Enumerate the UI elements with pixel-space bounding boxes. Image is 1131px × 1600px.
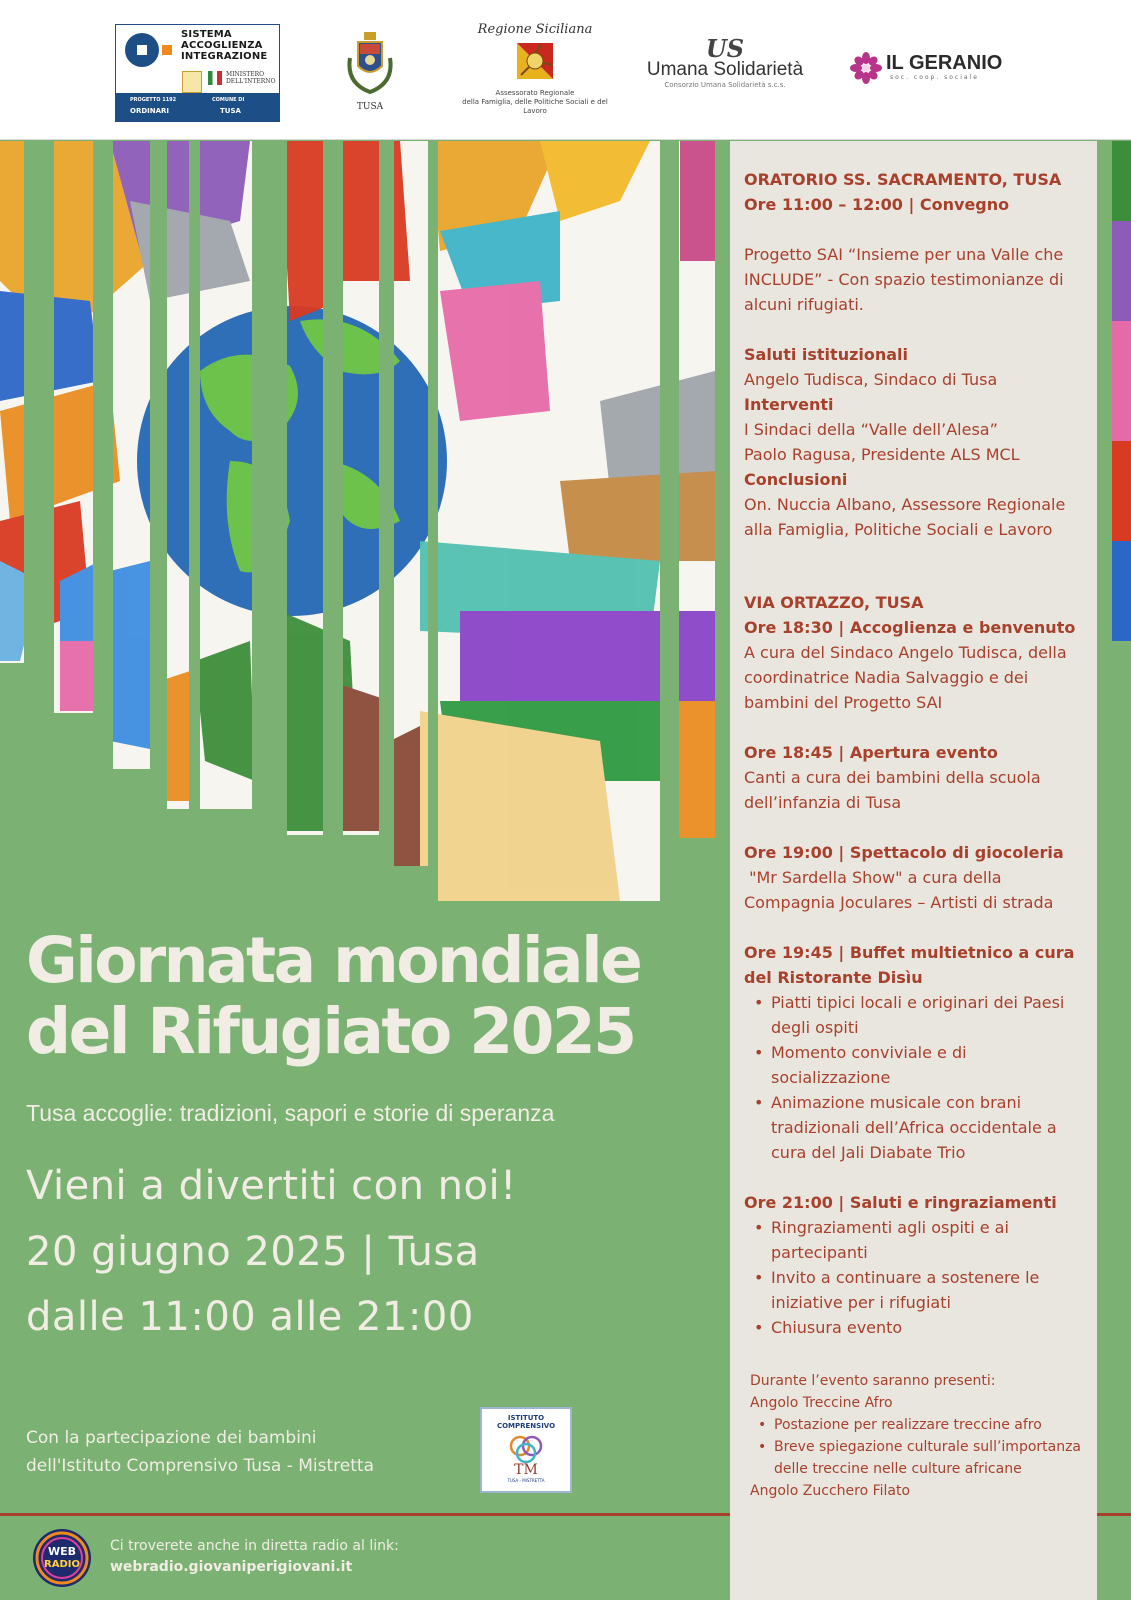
regione-siciliana-logo: Regione Siciliana Assessorato Regionale della Famiglia, delle Politiche Sociali e del Lavoro	[462, 22, 608, 115]
istituto-comprensivo-logo: ISTITUTO COMPRENSIVO TM TUSA - MISTRETTA	[480, 1407, 572, 1493]
artwork-edge-image	[1112, 141, 1131, 641]
evening-juggling: Ore 19:00 | Spettacolo di giocoleria "Mr Sardella Show" a cura della Compagnia Joculares – Artisti di strada	[744, 843, 1064, 912]
morning-time: Ore 11:00 – 12:00 | Convegno	[744, 195, 1010, 214]
sai-square-icon	[162, 45, 172, 55]
radio-link[interactable]: webradio.giovaniperigiovani.it	[110, 1559, 353, 1575]
list-item: • Breve spiegazione culturale sull’importanza delle treccine nelle culture africane	[750, 1436, 1083, 1480]
tusa-coat-of-arms: TUSA	[340, 28, 400, 120]
participation-note: Con la partecipazione dei bambini dell'Istituto Comprensivo Tusa - Mistretta	[26, 1428, 374, 1476]
treccine-list	[750, 1414, 1083, 1480]
morning-location: ORATORIO SS. SACRAMENTO, TUSA	[744, 170, 1062, 189]
geranium-flower-icon	[850, 52, 882, 84]
sai-logo-bar: PROGETTO 1192 ORDINARI COMUNE DI TUSA	[116, 93, 279, 121]
buffet-list	[744, 990, 1083, 1165]
radio-info: Ci troverete anche in diretta radio al link: webradio.giovaniperigiovani.it	[110, 1538, 399, 1575]
sai-logo	[115, 24, 280, 122]
list-item: • Postazione per realizzare treccine afro	[750, 1414, 1083, 1436]
list-item: • Ringraziamenti agli ospiti e ai partecipanti	[744, 1215, 1083, 1265]
trinacria-icon	[515, 41, 555, 87]
closing-list	[744, 1215, 1083, 1340]
list-item: • Chiusura evento	[744, 1315, 1083, 1340]
list-item: • Invito a continuare a sostenere le iniziative per i rifugiati	[744, 1265, 1083, 1315]
rings-icon	[506, 1432, 546, 1464]
radio-logo-text-web: WEB	[47, 1545, 77, 1558]
italian-flag-icon	[208, 71, 222, 85]
event-date-place: 20 giugno 2025 | Tusa	[26, 1229, 480, 1275]
web-radio-logo	[32, 1528, 92, 1588]
radio-logo-text-radio: RADIO	[44, 1559, 80, 1570]
artwork-edge-strip	[1112, 141, 1131, 641]
event-title: Giornata mondiale del Rifugiato 2025	[26, 924, 641, 1068]
morning-session	[744, 167, 1083, 217]
evening-opening: Ore 18:45 | Apertura evento Canti a cura dei bambini della scuola dell’infanzia di Tusa	[744, 743, 1041, 812]
list-item: • Animazione musicale con brani tradizionali dell’Africa occidentale a cura del Jali Diabate Trio	[744, 1090, 1083, 1165]
emblem-icon	[182, 71, 202, 93]
ministero-text: MINISTERO DELL'INTERNO	[226, 71, 276, 85]
evening-buffet: Ore 19:45 | Buffet multietnico a cura del Ristorante Disìu • Piatti tipici locali e originari dei Paesi degli ospiti • Momento conviviale e di socializzazione • Animazione musicale con brani tradizionali dell’Africa occidentale a cura del Jali Diabate Trio	[744, 940, 1083, 1165]
evening-location: VIA ORTAZZO, TUSA	[744, 593, 924, 612]
event-hours: dalle 11:00 alle 21:00	[26, 1294, 474, 1340]
hands-and-globe-artwork	[0, 141, 715, 901]
morning-speakers: Saluti istituzionali Angelo Tudisca, Sindaco di Tusa Interventi I Sindaci della “Valle dell’Alesa” Paolo Ragusa, Presidente ALS MCL Conclusioni On. Nuccia Albano, Assessore Regionale alla Famiglia, Politiche Sociali e Lavoro	[744, 345, 1066, 539]
event-subtitle: Tusa accoglie: tradizioni, sapori e storie di speranza	[26, 1100, 555, 1126]
presence-section: Durante l’evento saranno presenti: Angolo Treccine Afro • Postazione per realizzare treccine afro • Breve spiegazione culturale sull’importanza delle treccine nelle culture africane Angolo Zucchero Filato	[744, 1370, 1083, 1502]
sai-logo-text: SISTEMA ACCOGLIENZA INTEGRAZIONE	[181, 29, 268, 62]
invitation-line: Vieni a divertiti con noi!	[26, 1163, 517, 1209]
program-panel	[730, 141, 1097, 1600]
list-item: • Momento conviviale e di socializzazione	[744, 1040, 1083, 1090]
evening-welcome: VIA ORTAZZO, TUSA Ore 18:30 | Accoglienza e benvenuto A cura del Sindaco Angelo Tudisca, della coordinatrice Nadia Salvaggio e dei bambini del Progetto SAI	[744, 590, 1083, 715]
artwork-image	[0, 141, 715, 901]
evening-closing: Ore 21:00 | Saluti e ringraziamenti • Ringraziamenti agli ospiti e ai partecipanti • Invito a continuare a sostenere le iniziative per i rifugiati • Chiusura evento	[744, 1190, 1083, 1340]
list-item: • Piatti tipici locali e originari dei Paesi degli ospiti	[744, 990, 1083, 1040]
sai-mark-icon	[125, 33, 159, 67]
il-geranio-logo: IL GERANIO soc. coop. sociale	[850, 50, 1000, 90]
morning-description: Progetto SAI “Insieme per una Valle che INCLUDE” - Con spazio testimonianze di alcuni rifugiati.	[744, 245, 1064, 314]
sponsor-header	[0, 0, 1131, 140]
umana-solidarieta-logo: US Umana Solidarietà Consorzio Umana Solidarietà s.c.s.	[646, 34, 804, 89]
coat-of-arms-icon	[342, 28, 398, 98]
